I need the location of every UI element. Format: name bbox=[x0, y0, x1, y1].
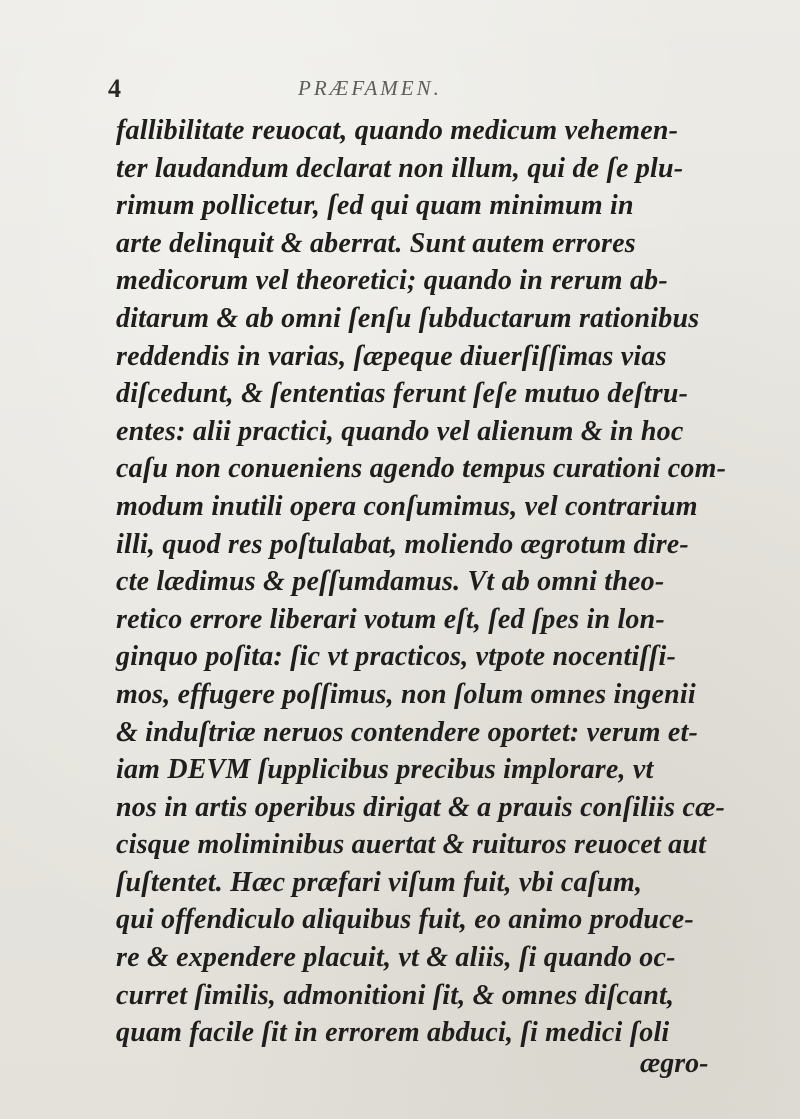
text-line: ſuſtentet. Hæc præfari viſum fuit, vbi caſum, bbox=[116, 866, 643, 898]
text-line: illi, quod res poſtulabat, moliendo ægrotum dire- bbox=[116, 528, 689, 560]
text-line: rimum pollicetur, ſed qui quam minimum in bbox=[116, 190, 634, 222]
text-line: curret ſimilis, admonitioni ſit, & omnes diſcant, bbox=[116, 979, 675, 1011]
text-line: qui offendiculo aliquibus fuit, eo animo produce- bbox=[116, 904, 694, 936]
text-line: fallibilitate reuocat, quando medicum vehemen- bbox=[116, 115, 679, 146]
text-line: re & expendere placuit, vt & aliis, ſi quando oc- bbox=[116, 942, 676, 974]
text-line: cisque moliminibus auertat & ruituros reuocet aut bbox=[116, 829, 707, 861]
text-line: iam DEVM ſupplicibus precibus implorare, vt bbox=[116, 754, 654, 786]
text-line: ginquo poſita: ſic vt practicos, vtpote nocentiſſi- bbox=[116, 641, 677, 673]
text-line: cte lædimus & peſſumdamus. Vt ab omni theo- bbox=[116, 566, 665, 598]
body-text bbox=[116, 112, 756, 1052]
text-line: medicorum vel theoretici; quando in rerum ab- bbox=[116, 265, 668, 297]
text-line: mos, effugere poſſimus, non ſolum omnes ingenii bbox=[116, 678, 696, 710]
text-line: nos in artis operibus dirigat & a prauis conſiliis cæ- bbox=[116, 791, 726, 823]
page-number: 4 bbox=[108, 74, 121, 103]
text-line: modum inutili opera conſumimus, vel contrarium bbox=[116, 490, 698, 522]
page-header bbox=[108, 74, 748, 110]
text-line: ditarum & ab omni ſenſu ſubductarum rationibus bbox=[116, 302, 700, 334]
running-head: PRÆFAMEN. bbox=[298, 76, 442, 100]
text-line: & induſtriæ neruos contendere oportet: verum et- bbox=[116, 716, 699, 748]
text-line: arte delinquit & aberrat. Sunt autem errores bbox=[116, 227, 636, 259]
text-line: reddendis in varias, ſæpeque diuerſiſſimas vias bbox=[116, 340, 667, 372]
text-line: quam facile ſit in errorem abduci, ſi medici ſoli bbox=[116, 1017, 670, 1049]
text-line: ter laudandum declarat non illum, qui de ſe plu- bbox=[116, 152, 684, 184]
catchword: ægro- bbox=[640, 1048, 709, 1079]
text-line: diſcedunt, & ſententias ferunt ſeſe mutuo deſtru- bbox=[116, 378, 689, 410]
text-line: caſu non conueniens agendo tempus curationi com- bbox=[116, 453, 727, 485]
text-line: entes: alii practici, quando vel alienum & in hoc bbox=[116, 415, 684, 447]
text-line: retico errore liberari votum eſt, ſed ſpes in lon- bbox=[116, 603, 665, 635]
